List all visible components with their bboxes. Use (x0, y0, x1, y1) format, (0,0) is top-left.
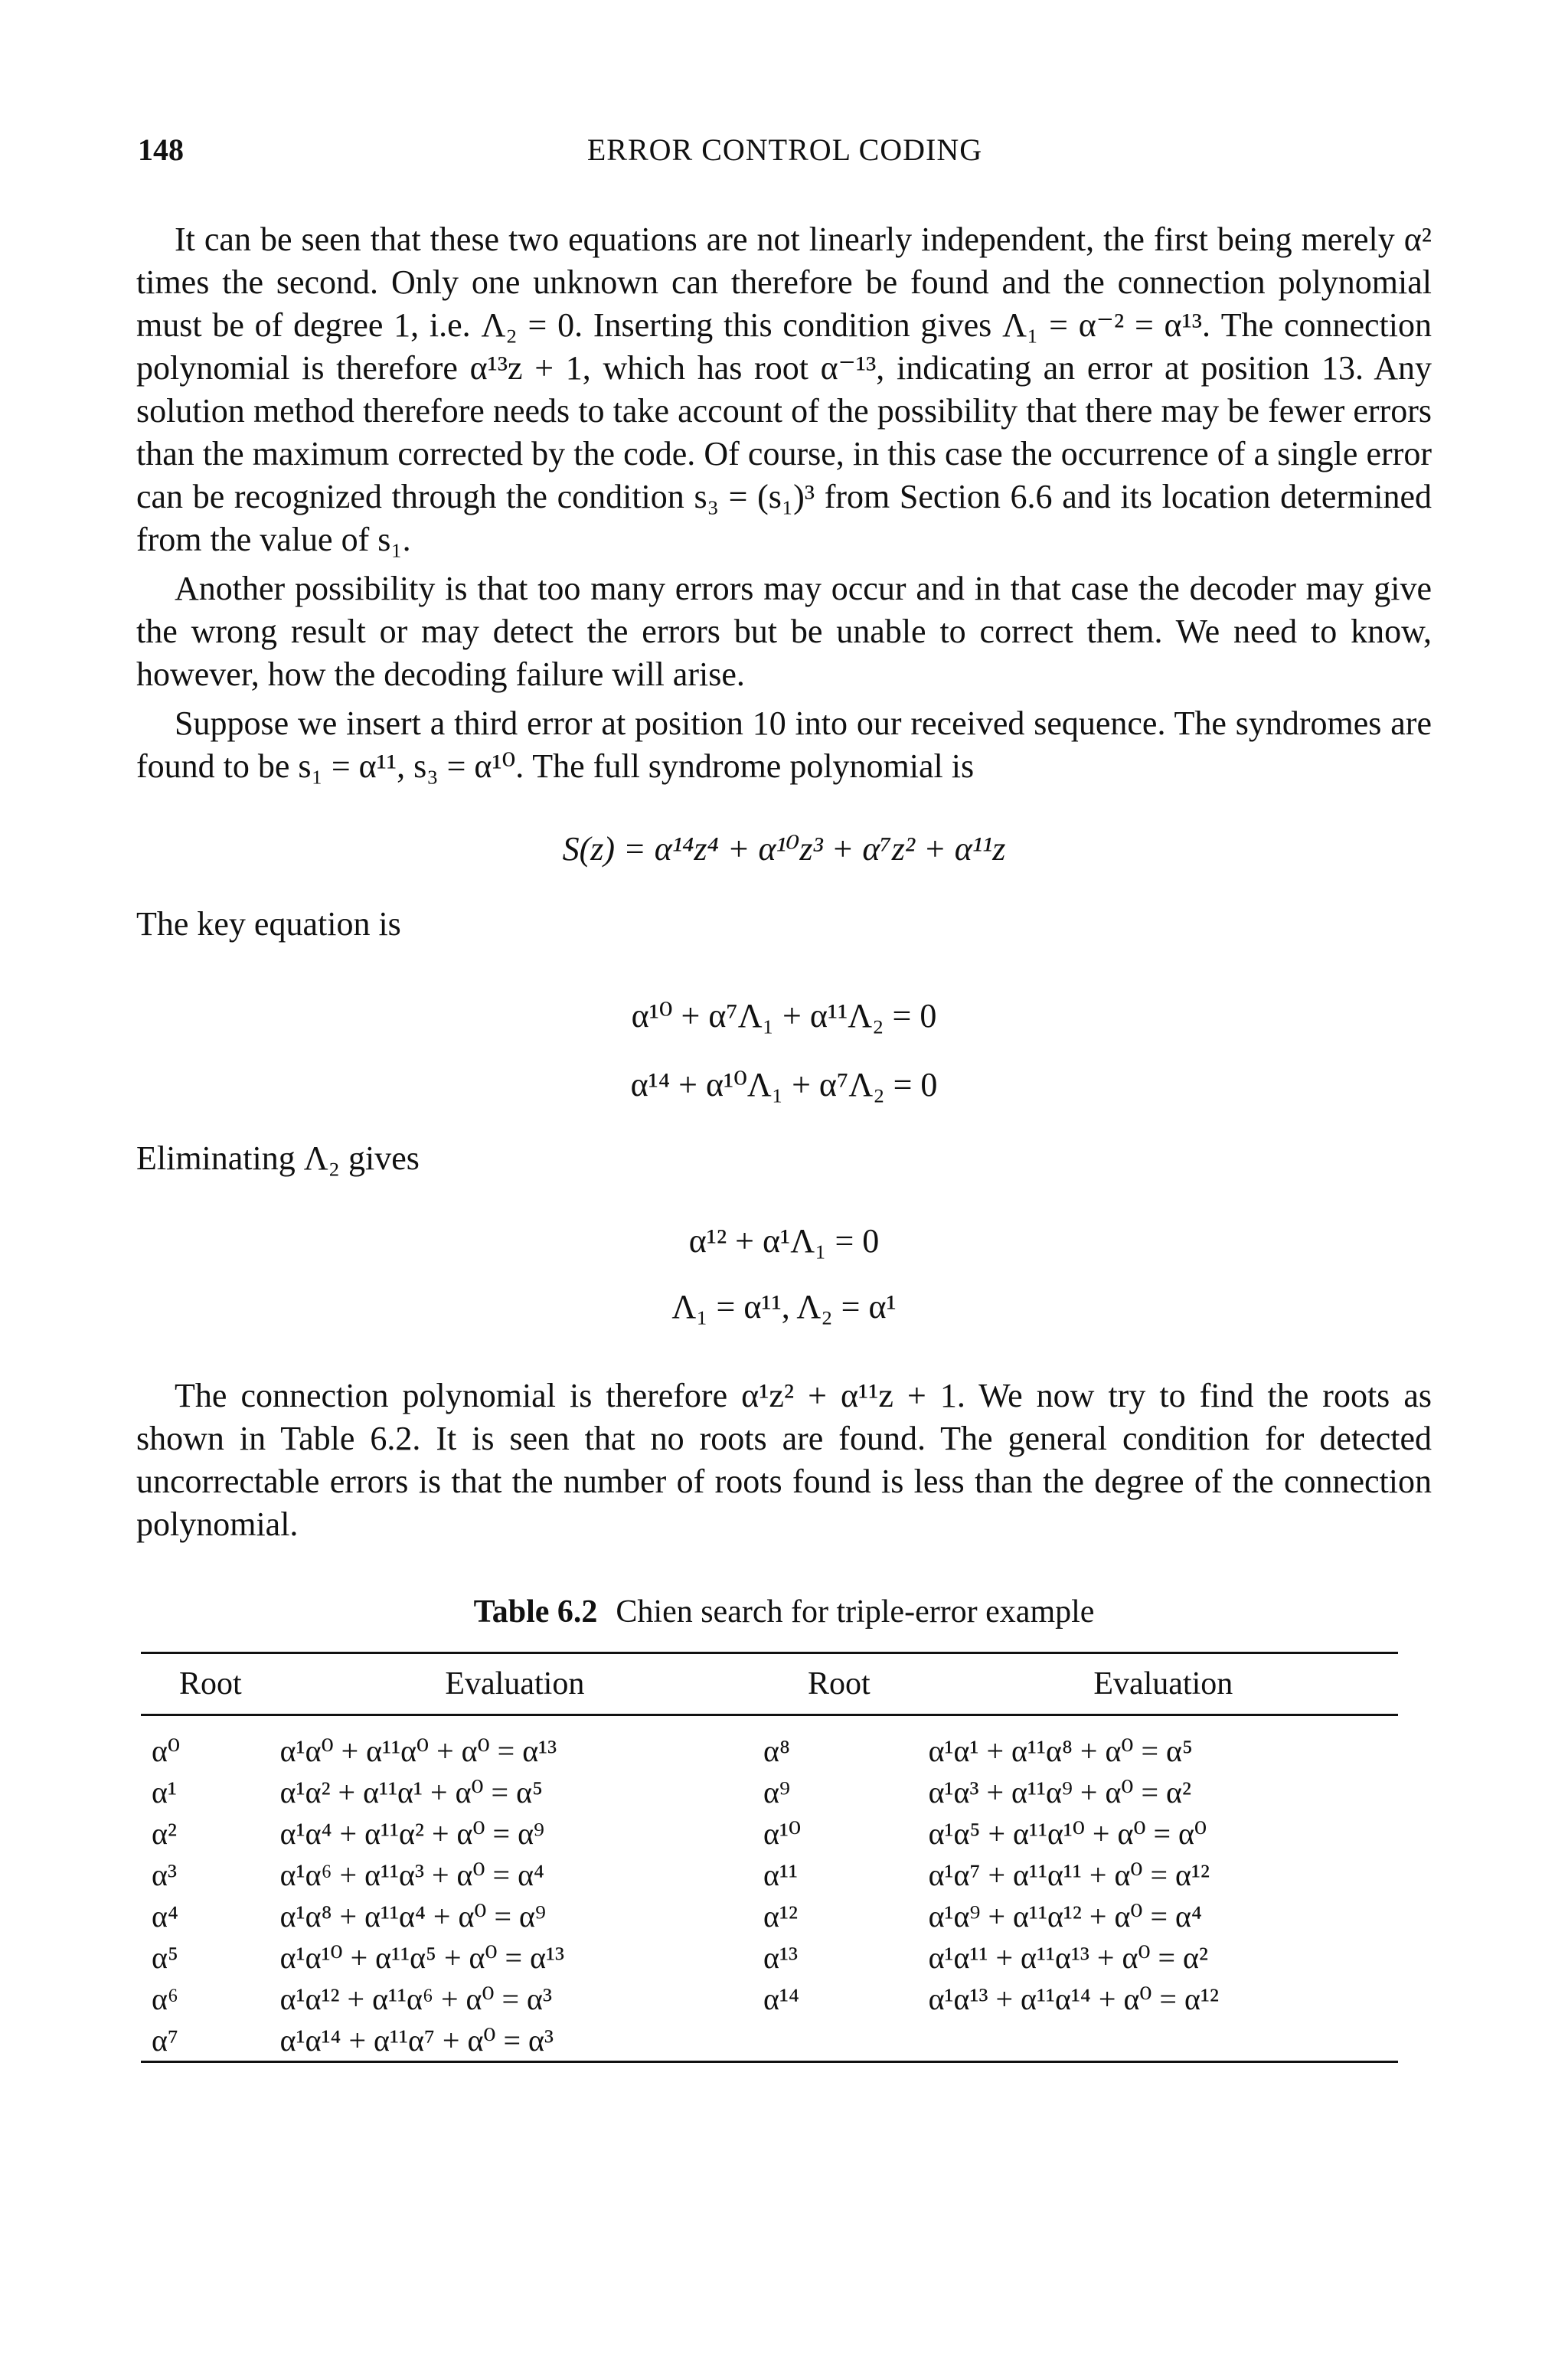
table-cell: α⁷ (141, 2019, 280, 2062)
table-caption (136, 1594, 1432, 1630)
table-row (141, 1895, 1398, 1937)
table-cell: α¹α³ + α¹¹α⁹ + α⁰ = α² (928, 1774, 1191, 1809)
table-cell: α⁵ (152, 1940, 178, 1975)
table-cell: α¹α⁸ + α¹¹α⁴ + α⁰ = α⁹ (279, 1898, 546, 1934)
paragraph-1: It can be seen that these two equations are not linearly independent, the first being merely α² times the second. Only one unknown can therefore be found and the connection polynomial must be of degree 1, i.e. Λ₂ = 0. Inserting this condition gives Λ₁ = α⁻² = α¹³. The connection polynomial is therefore α¹³z + 1, which has root α⁻¹³, indicating an error at position 13. Any solution method therefore needs to take account of the possibility that there may be fewer errors than the maximum corrected by the code. Of course, in this case the occurrence of a single error can be recognized through the condition s₃ = (s₁)³ from Section 6.6 and its location determined from the value of s₁. (136, 221, 1432, 558)
table-cell: α⁶ (152, 1981, 178, 2016)
table-cell: α¹α⁷ + α¹¹α¹¹ + α⁰ = α¹² (928, 1857, 1210, 1892)
paragraph-3: Suppose we insert a third error at position 10 into our received sequence. The syndromes are found to be s₁ = α¹¹, s₃ = α¹⁰. The full syndrome polynomial is (136, 704, 1432, 785)
table-cell: α⁴ (152, 1898, 178, 1934)
equation-syndrome-polynomial: S(z) = α¹⁴z⁴ + α¹⁰z³ + α⁷z² + α¹¹z (562, 830, 1006, 868)
table-row (141, 1813, 1398, 1854)
result-equation-1: α¹² + α¹Λ₁ = 0 (688, 1222, 880, 1260)
paragraph-4: The connection polynomial is therefore α¹z² + α¹¹z + 1. We now try to find the roots as shown in Table 6.2. It is seen that no roots are found. The general condition for detected uncorrectable errors is that the number of roots found is less than the degree of the connection polynomial. (136, 1377, 1432, 1543)
table-row (141, 1937, 1398, 1978)
table-row (141, 1978, 1398, 2019)
table-row (141, 1854, 1398, 1895)
page-header (138, 132, 1432, 178)
table-cell: α¹² (763, 1898, 798, 1934)
table-cell: α¹α⁴ + α¹¹α² + α⁰ = α⁹ (279, 1816, 544, 1851)
table-cell: α¹⁴ (763, 1981, 799, 2016)
table-cell: α¹α¹¹ + α¹¹α¹³ + α⁰ = α² (928, 1940, 1208, 1975)
table-cell: α¹ (152, 1774, 177, 1809)
table-cell: α⁹ (763, 1774, 790, 1809)
table-cell: α¹α⁵ + α¹¹α¹⁰ + α⁰ = α⁰ (928, 1816, 1207, 1851)
table-header-evaluation-2: Evaluation (929, 1653, 1398, 1715)
table-body (141, 1715, 1398, 2062)
table-cell: α¹α⁹ + α¹¹α¹² + α⁰ = α⁴ (928, 1898, 1202, 1934)
table-cell: α⁸ (763, 1733, 790, 1768)
table-cell: α² (152, 1816, 177, 1851)
table-cell: α¹α¹⁴ + α¹¹α⁷ + α⁰ = α³ (280, 2019, 750, 2062)
chien-search-table (141, 1652, 1398, 2063)
table-header-root-1: Root (141, 1653, 280, 1715)
table-row (141, 2019, 1398, 2062)
table-cell: α¹⁰ (763, 1816, 802, 1851)
table-cell: α¹α¹⁰ + α¹¹α⁵ + α⁰ = α¹³ (279, 1940, 565, 1975)
table-cell: α¹α⁰ + α¹¹α⁰ + α⁰ = α¹³ (279, 1733, 557, 1768)
table-cell: α¹α¹³ + α¹¹α¹⁴ + α⁰ = α¹² (928, 1981, 1219, 2016)
table-row (141, 1715, 1398, 1772)
table-cell: α¹α⁶ + α¹¹α³ + α⁰ = α⁴ (279, 1857, 544, 1892)
table-header-evaluation-1: Evaluation (280, 1653, 750, 1715)
table-row (141, 1771, 1398, 1813)
page-body (136, 218, 1432, 2063)
table-header-root-2: Root (750, 1653, 929, 1715)
table-label: Table 6.2 (473, 1594, 598, 1630)
table-cell: α³ (152, 1857, 177, 1892)
table-cell (929, 2019, 1398, 2062)
key-equation-2: α¹⁴ + α¹⁰Λ₁ + α⁷Λ₂ = 0 (630, 1066, 938, 1103)
table-cell: α¹¹ (763, 1857, 798, 1892)
table-cell (750, 2019, 929, 2062)
key-equation-1: α¹⁰ + α⁷Λ₁ + α¹¹Λ₂ = 0 (631, 997, 937, 1035)
table-cell: α¹α¹ + α¹¹α⁸ + α⁰ = α⁵ (928, 1733, 1193, 1768)
paragraph-2: Another possibility is that too many errors may occur and in that case the decoder may give the wrong result or may detect the errors but be unable to correct them. We need to know, however, how the decoding failure will arise. (136, 570, 1432, 693)
eliminating-intro: Eliminating Λ₂ gives (136, 1139, 420, 1177)
table-caption-text: Chien search for triple-error example (616, 1594, 1095, 1630)
result-equation-2: Λ₁ = α¹¹, Λ₂ = α¹ (671, 1288, 897, 1326)
key-equation-intro: The key equation is (136, 905, 401, 943)
table-cell: α⁰ (152, 1733, 180, 1768)
table-cell: α¹α¹² + α¹¹α⁶ + α⁰ = α³ (279, 1981, 553, 2016)
running-head: ERROR CONTROL CODING (586, 132, 983, 167)
page-number: 148 (138, 132, 184, 167)
table-cell: α¹³ (763, 1940, 798, 1975)
table-cell: α¹α² + α¹¹α¹ + α⁰ = α⁵ (279, 1774, 544, 1809)
